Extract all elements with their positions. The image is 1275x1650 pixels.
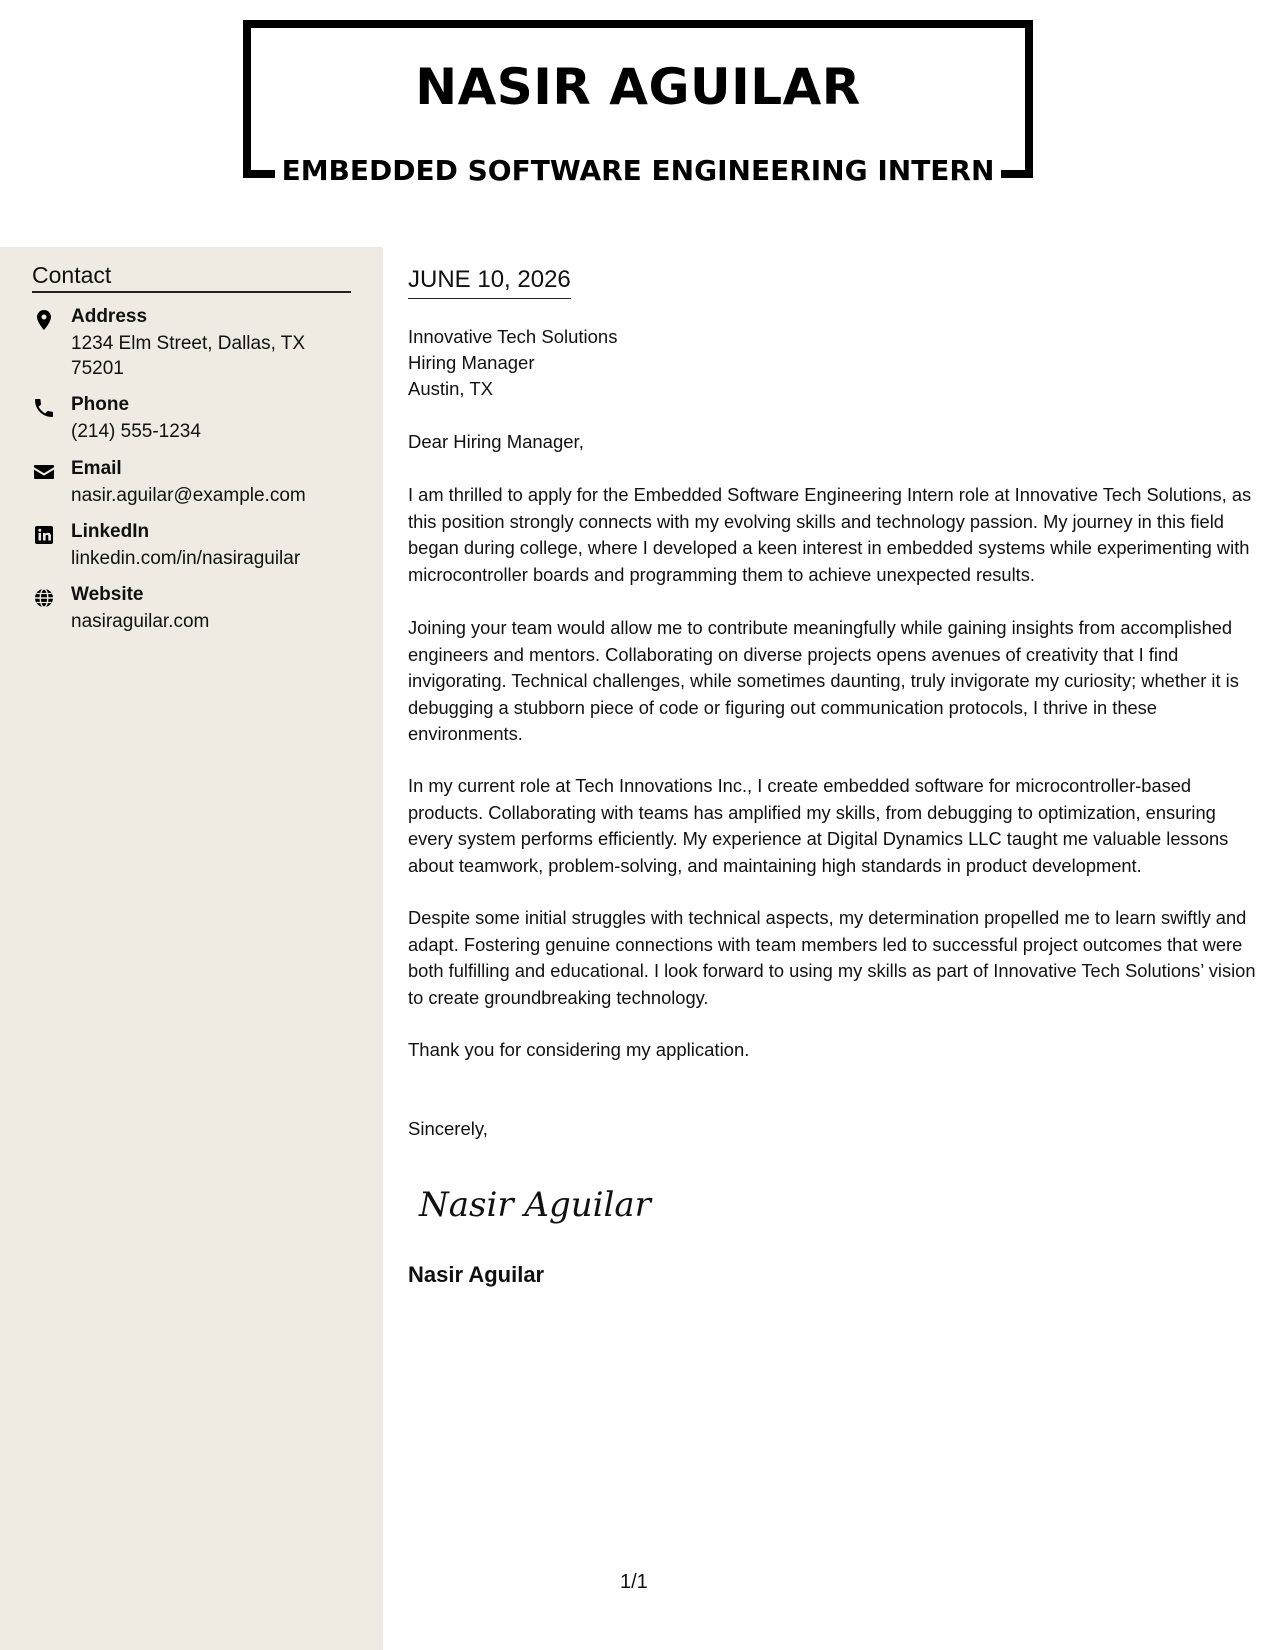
contact-heading: Contact bbox=[32, 262, 351, 293]
signature-text: Nasir Aguilar bbox=[419, 1185, 651, 1225]
linkedin-label: LinkedIn bbox=[71, 521, 150, 542]
candidate-name: NASIR AGUILAR bbox=[415, 58, 861, 116]
letter-paragraph: In my current role at Tech Innovations Inc., I create embedded software for microcontroller-based products. Collaborating with teams has amplified my skills, from debugging to optimization, ensuring every system performs efficiently. My experience at Digital Dynamics LLC taught me valuable lessons about teamwork, problem-solving, and maintaining high standards in product development. bbox=[408, 775, 1229, 876]
recipient-company: Innovative Tech Solutions bbox=[408, 326, 618, 347]
linkedin-icon bbox=[32, 523, 56, 547]
recipient-location: Austin, TX bbox=[408, 378, 494, 399]
recipient-block bbox=[408, 324, 617, 402]
letter-paragraph: Despite some initial struggles with technical aspects, my determination propelled me to learn swiftly and adapt. Fostering genuine connections with team members led to successful project outcomes that were both fulfilling and educational. I look forward to using my skills as part of Innovative Tech Solutions’ vision to create groundbreaking technology. bbox=[408, 907, 1256, 1008]
address-label: Address bbox=[71, 306, 148, 327]
page-number: 1/1 bbox=[620, 1571, 648, 1593]
thank-you-line: Thank you for considering my application. bbox=[408, 1039, 750, 1060]
website-value: nasiraguilar.com bbox=[71, 611, 210, 632]
phone-icon bbox=[32, 396, 56, 420]
location-pin-icon bbox=[32, 308, 56, 332]
envelope-icon bbox=[32, 460, 56, 484]
globe-icon bbox=[32, 586, 56, 610]
email-label: Email bbox=[71, 458, 122, 479]
greeting: Dear Hiring Manager, bbox=[408, 431, 584, 452]
letter-paragraph: Joining your team would allow me to contribute meaningfully while gaining insights from accomplished engineers and mentors. Collaborating on diverse projects opens avenues of creativity that I find invigorating. Technical challenges, while sometimes daunting, truly invigorate my curiosity; whether it is debugging a stubborn piece of code or figuring out communication protocols, I thrive in these environments. bbox=[408, 617, 1239, 744]
letter-date: JUNE 10, 2026 bbox=[408, 266, 571, 299]
signer-name: Nasir Aguilar bbox=[408, 1262, 545, 1287]
closing-line: Sincerely, bbox=[408, 1118, 488, 1139]
handwritten-signature bbox=[415, 1172, 675, 1232]
email-value: nasir.aguilar@example.com bbox=[71, 485, 306, 506]
website-label: Website bbox=[71, 584, 144, 605]
phone-value: (214) 555-1234 bbox=[71, 421, 201, 442]
letter-paragraph: I am thrilled to apply for the Embedded Software Engineering Intern role at Innovative Tech Solutions, as this position strongly connects with my evolving skills and technology passion. My journey in this field began during college, where I developed a keen interest in embedded systems while experimenting with microcontroller boards and programming them to achieve unexpected results. bbox=[408, 484, 1252, 585]
recipient-title: Hiring Manager bbox=[408, 352, 535, 373]
linkedin-value: linkedin.com/in/nasiraguilar bbox=[71, 548, 301, 569]
phone-label: Phone bbox=[71, 394, 130, 415]
job-title bbox=[243, 154, 1033, 187]
contact-sidebar bbox=[0, 247, 383, 1650]
job-title-text: EMBEDDED SOFTWARE ENGINEERING INTERN bbox=[276, 154, 1001, 187]
address-value: 1234 Elm Street, Dallas, TX 75201 bbox=[71, 333, 306, 379]
